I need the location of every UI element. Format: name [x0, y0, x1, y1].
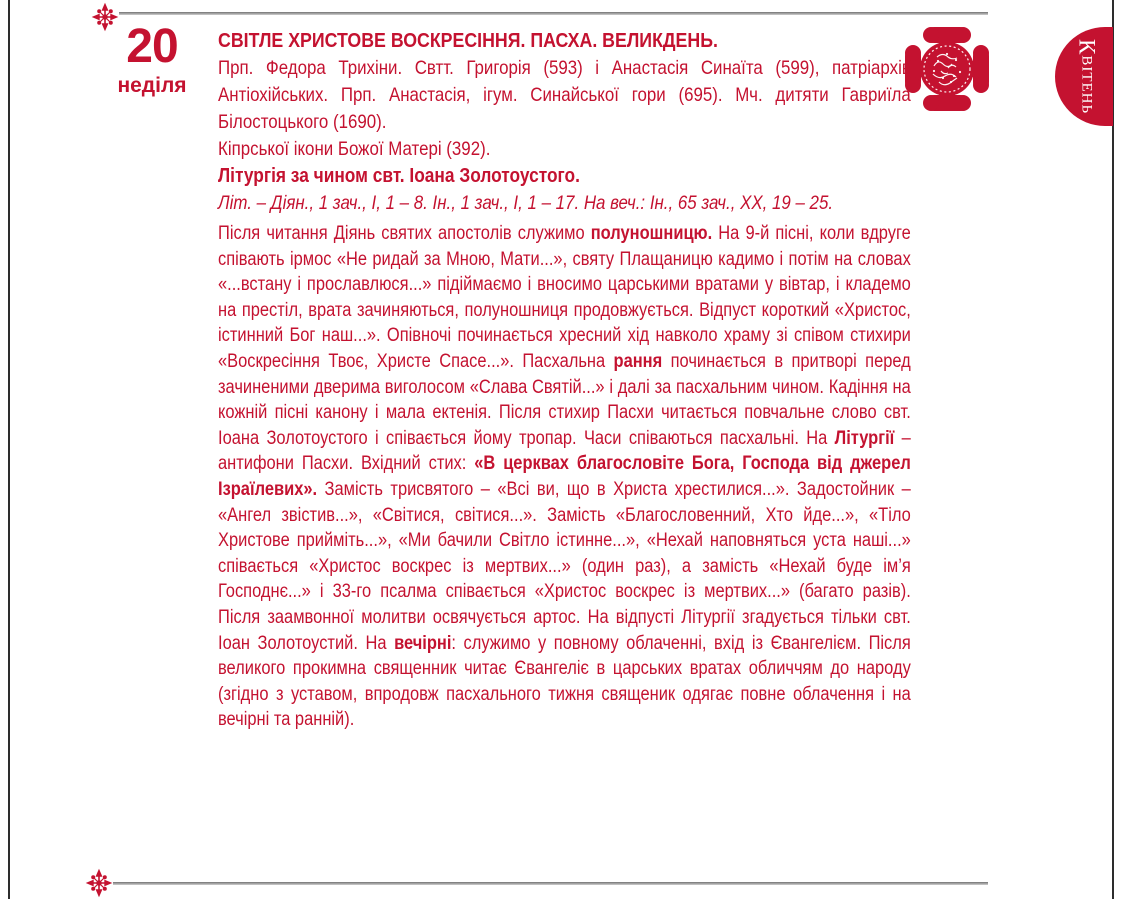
page-right-border: [1112, 0, 1114, 899]
rubrics-paragraph: Після читання Діянь святих апостолів служимо полуношницю. На 9-й пісні, коли вдруге співають ірмос «Не ридай за Мною, Мати...», святу Плащаницю кадимо і потім на словах «...встану і прославлюся...» підіймаємо і вносимо царськими вратами у вівтар, і кладемо на престіл, врата зачиняються, полуношниця продовжується. Відпуст короткий «Христос, істинний Бог наш...». Опівночі починається хресний хід навколо храму зі співом стихири «Воскресіння Твоє, Христе Спасе...». Пасхальна рання починається в притворі перед зачиненими дверима виголосом «Слава Святій...» і далі за пасхальним чином. Кадіння на кожній пісні канону і мала ектенія. Після стихир Пасхи читається повчальне слово свт. Іоана Золотоустого і співається йому тропар. Часи співаються пасхальні. На Літургії – антифони Пасхи. Вхідний стих: «В церквах благословіте Бога, Господа від джерел Ізраїлевих». Замість трисвятого – «Всі ви, що в Христа хрестилися...». Задостойник – «Ангел звістив...», «Світися, світися...». Замість «Благословенний, Хто йде...», «Тіло Христове прийміть...», «Ми бачили Світло істинне...», «Нехай наповняться уста наші...» співається «Христос воскрес із мертвих...» (один раз), а замість «Нехай буде ім’я Господнє...» і 33-го псалма співається «Христос воскрес із мертвих...» (багато разів). Після заамвонної молитви освячується артос. На відпусті Літургії згадується тільки свт. Іоан Золотоустий. На вечірні: служимо у повному облаченні, вхід із Євангелієм. Після великого прокимна священник читає Євангеліє в царських вратах обличчям до народу (згідно з уставом, впродовж пасхального тижня священик одягає повне облачення і на вечірні та ранній).: [218, 223, 911, 731]
entry-content: [218, 27, 911, 733]
bottom-divider-rule: [113, 882, 988, 885]
icon-commemoration-text: Кіпрської ікони Божої Матері (392).: [218, 138, 491, 160]
date-block: [104, 20, 200, 98]
top-divider-rule: [119, 12, 988, 15]
paschal-cross-medallion-icon: [903, 24, 991, 114]
cross-flourish-icon: [85, 868, 113, 898]
month-rest: ВІТЕНЬ: [1078, 55, 1095, 115]
entry-title: СВІТЛЕ ХРИСТОВЕ ВОСКРЕСІННЯ. ПАСХА. ВЕЛИКДЕНЬ.: [218, 29, 718, 52]
month-tab-label: [1070, 39, 1099, 114]
commemorations-text: Прп. Федора Трихіни. Свтт. Григорія (593) і Анастасія Синаїта (599), патріархів Антіохійських. Прп. Анастасія, ігум. Синайської гори (695). Мч. дитяти Гавриїла Білостоцького (1690).: [218, 57, 911, 133]
scripture-readings: Літ. – Діян., 1 зач., І, 1 – 8. Ін., 1 зач., І, 1 – 17. На веч.: Ін., 65 зач., ХХ, 19 – 25.: [218, 192, 834, 214]
month-tab: [1055, 27, 1113, 126]
page-left-border: [8, 0, 10, 899]
date-day: 20: [126, 20, 178, 73]
month-initial: К: [1074, 38, 1100, 56]
date-weekday: неділя: [117, 74, 187, 97]
liturgy-heading: Літургія за чином свт. Іоана Золотоустого.: [218, 165, 580, 187]
